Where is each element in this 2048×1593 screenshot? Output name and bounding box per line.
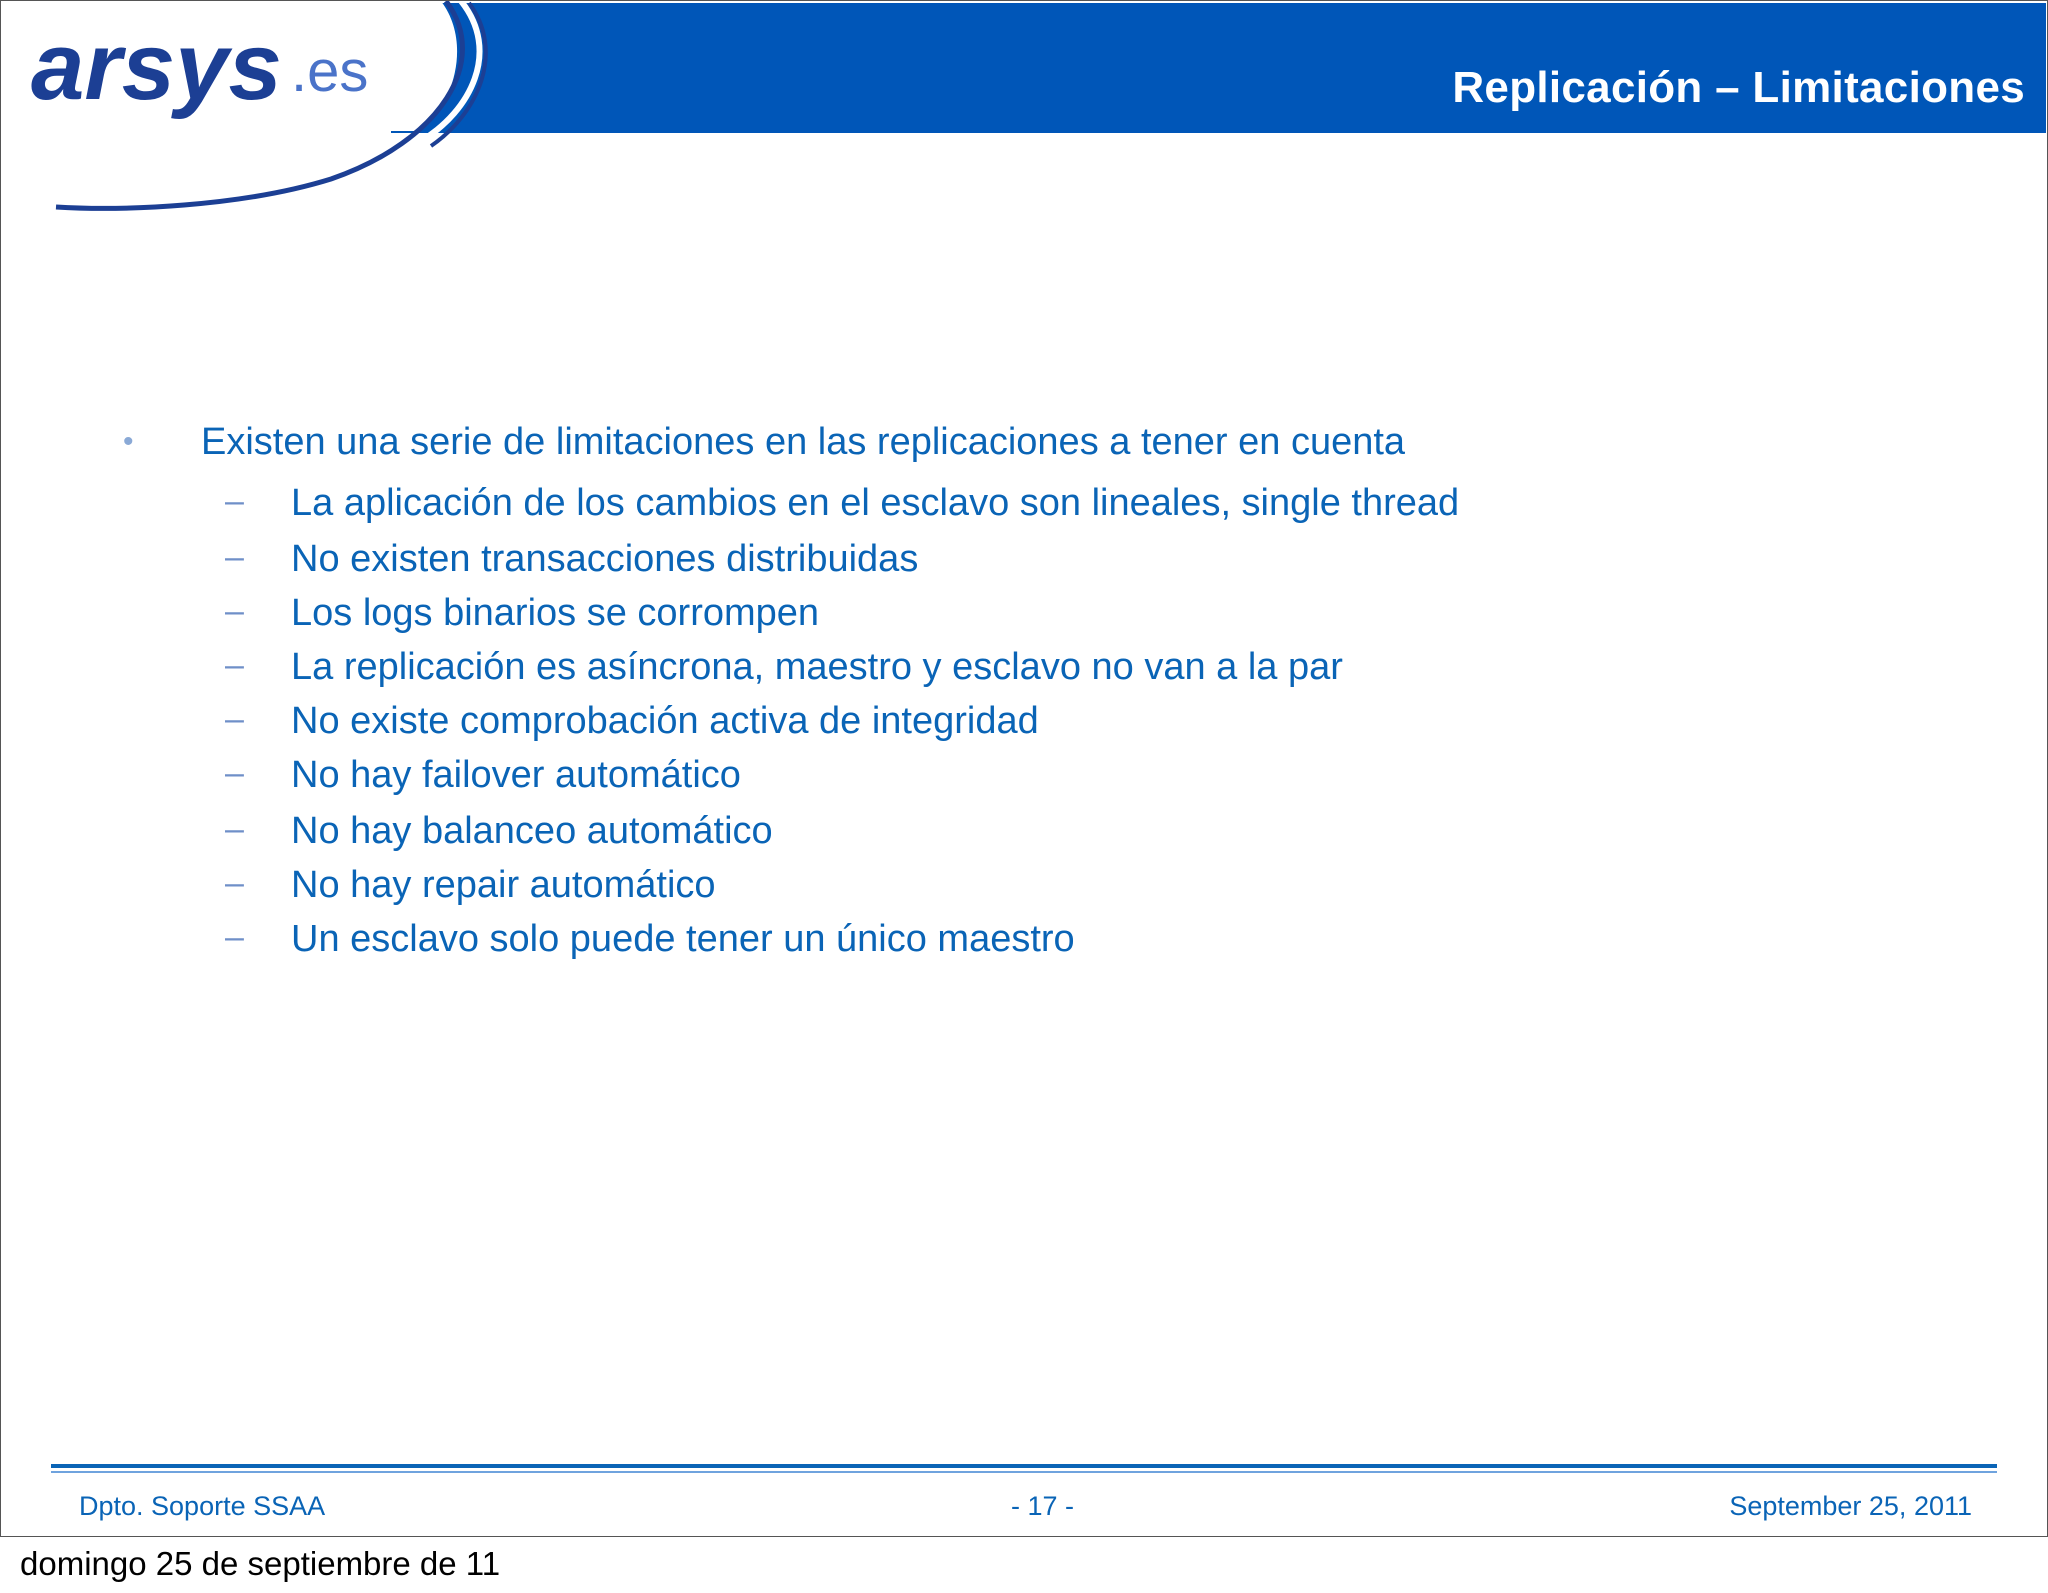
dash-marker: – bbox=[225, 538, 244, 576]
bullet-marker: • bbox=[123, 425, 134, 458]
dash-marker: – bbox=[225, 810, 244, 848]
logo-brand-text: arsys bbox=[31, 13, 282, 120]
list-item-text: Un esclavo solo puede tener un único maestro bbox=[291, 918, 1075, 960]
logo-suffix-text: .es bbox=[291, 39, 369, 104]
dash-marker: – bbox=[225, 754, 244, 792]
list-item-text: No existe comprobación activa de integridad bbox=[291, 700, 1039, 742]
footer-divider-secondary bbox=[51, 1471, 1997, 1473]
list-item-text: La replicación es asíncrona, maestro y esclavo no van a la par bbox=[291, 646, 1343, 688]
main-bullet-text: Existen una serie de limitaciones en las replicaciones a tener en cuenta bbox=[201, 421, 1406, 463]
list-item-text: No hay failover automático bbox=[291, 754, 741, 796]
list-item-text: La aplicación de los cambios en el esclavo son lineales, single thread bbox=[291, 482, 1460, 524]
slide-title: Replicación – Limitaciones bbox=[1452, 63, 2025, 112]
list-item-text: No hay repair automático bbox=[291, 864, 716, 906]
list-item-text: No hay balanceo automático bbox=[291, 810, 773, 852]
footer-page-number: - 17 - bbox=[1011, 1491, 1075, 1521]
footer-divider bbox=[51, 1464, 1997, 1468]
dash-marker: – bbox=[225, 864, 244, 902]
dash-marker: – bbox=[225, 482, 244, 520]
footer-date: September 25, 2011 bbox=[1729, 1491, 1972, 1521]
list-item-text: Los logs binarios se corrompen bbox=[291, 592, 820, 634]
footer-department: Dpto. Soporte SSAA bbox=[79, 1491, 326, 1521]
dash-marker: – bbox=[225, 592, 244, 630]
slide-caption: domingo 25 de septiembre de 11 bbox=[20, 1545, 501, 1582]
dash-marker: – bbox=[225, 700, 244, 738]
dash-marker: – bbox=[225, 918, 244, 956]
dash-marker: – bbox=[225, 646, 244, 684]
arsys-logo bbox=[1, 1, 521, 231]
list-item-text: No existen transacciones distribuidas bbox=[291, 538, 919, 580]
